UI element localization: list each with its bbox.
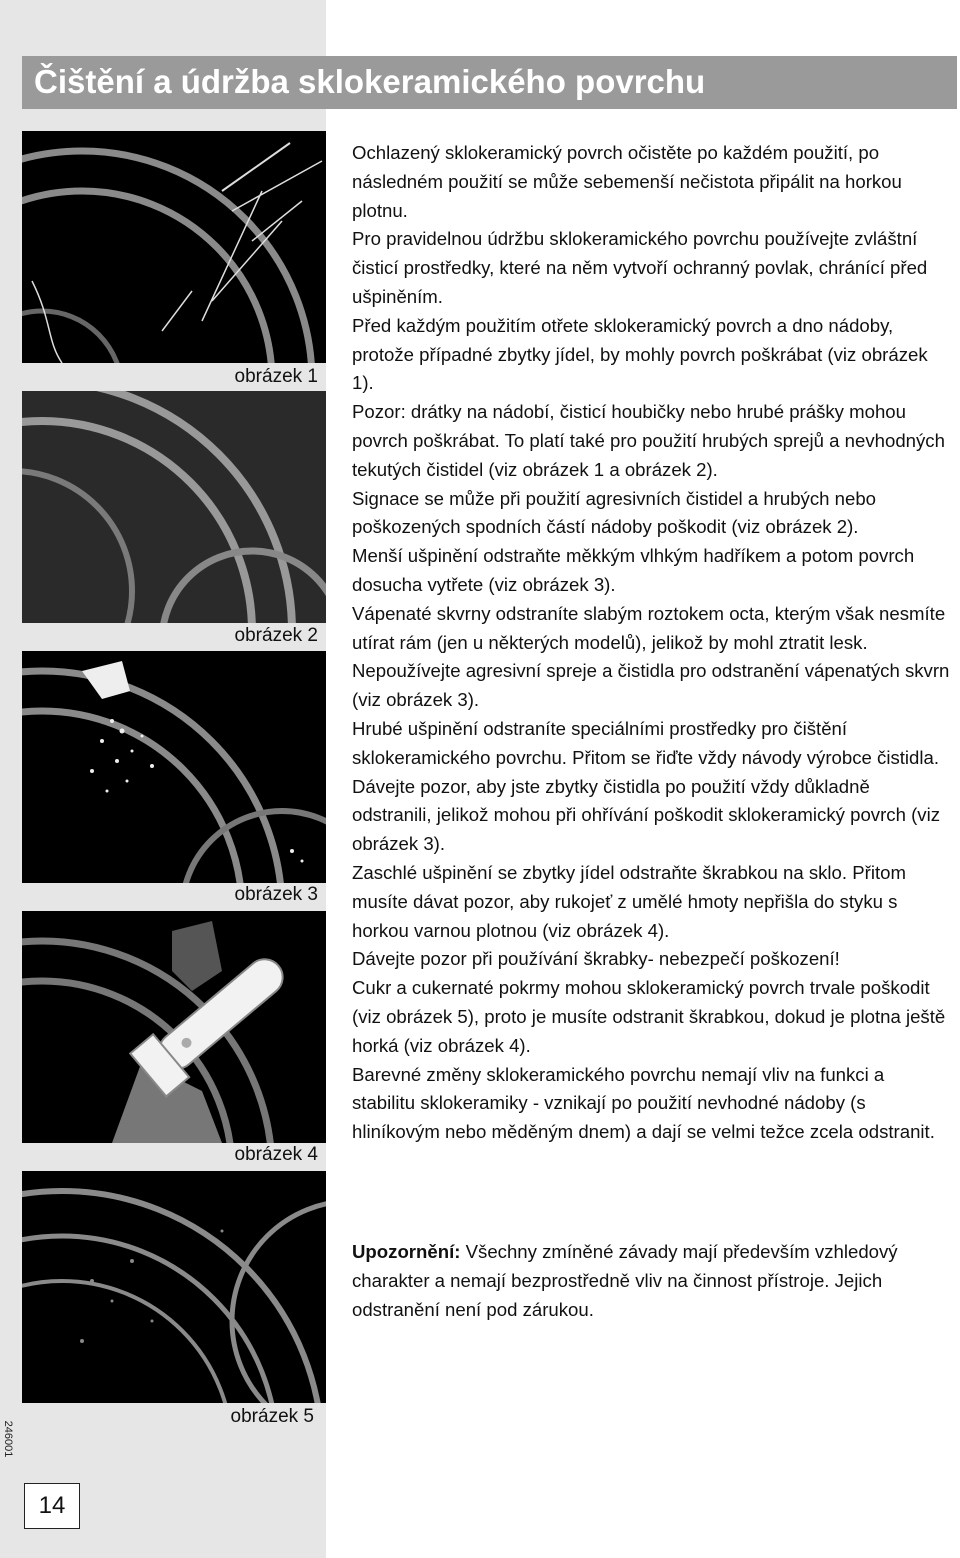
paragraph: Vápenaté skvrny odstraníte slabým roztokem octa, kterým však nesmíte utírat rám (jen u některých modelů), jelikož by mohl ztratit lesk. Nepoužívejte agresivní spreje a čistidla pro odstranění vápenatých skvrn (viz obrázek 3). (352, 602, 950, 711)
paragraph: Dávejte pozor při používání škrabky- nebezpečí poškození! (352, 948, 840, 970)
paragraph: Cukr a cukernaté pokrmy mohou sklokeramický povrch trvale poškodit (viz obrázek 5), proto je musíte odstranit škrabkou, dokud je plotna ještě horká (viz obrázek 4). (352, 977, 946, 1056)
figure-3-image (22, 651, 326, 883)
page-number: 14 (24, 1483, 80, 1529)
figure-4-image (22, 911, 326, 1143)
paragraph: Hrubé ušpinění odstraníte speciálními prostředky pro čištění sklokeramického povrchu. Přitom se řiďte vždy návody výrobce čistidla. (352, 717, 940, 768)
paragraph: Pozor: drátky na nádobí, čisticí houbičky nebo hrubé prášky mohou povrch poškrábat. To platí také pro použití hrubých sprejů a nevhodných tekutých čistidel (viz obrázek 1 a obrázek 2). (352, 401, 945, 480)
page-title: Čištění a údržba sklokeramického povrchu (34, 63, 706, 100)
figure-2-image (22, 391, 326, 623)
notice-label: Upozornění: (352, 1241, 461, 1262)
paragraph: Ochlazený sklokeramický povrch očistěte po každém použití, po následném použití se může sebemenší nečistota připálit na horkou plotnu. (352, 142, 902, 221)
paragraph: Pro pravidelnou údržbu sklokeramického povrchu používejte zvláštní čisticí prostředky, které na něm vytvoří ochranný povlak, chránící před ušpiněním. (352, 228, 928, 307)
figure-2-caption: obrázek 2 (234, 625, 318, 646)
notice-text: Všechny zmíněné závady mají především vzhledový charakter a nemají bezprostředně vliv na činnost přístroje. Jejich odstranění není pod zárukou. (352, 1241, 898, 1320)
document-code: 246001 (2, 1420, 14, 1458)
figure-5-caption: obrázek 5 (230, 1406, 314, 1427)
paragraph: Signace se může při použití agresivních čistidel a hrubých nebo poškozených spodních částí nádoby poškodit (viz obrázek 2). (352, 487, 877, 538)
figure-1-caption: obrázek 1 (234, 366, 318, 387)
figure-5-image (22, 1171, 326, 1403)
paragraph: Před každým použitím otřete sklokeramický povrch a dno nádoby, protože případné zbytky jídel, by mohly povrch poškrábat (viz obrázek 1). (352, 314, 928, 394)
warning-notice (352, 1238, 952, 1324)
paragraph: Zaschlé ušpinění se zbytky jídel odstraňte škrabkou na sklo. Přitom musíte dávat pozor, aby rukojeť z umělé hmoty nepřišla do styku s horkou varnou plotnou (viz obrázek 4). (352, 861, 906, 941)
instructions-text (352, 139, 952, 1147)
paragraph: Menší ušpinění odstraňte měkkým vlhkým hadříkem a potom povrch dosucha vytřete (viz obrázek 3). (352, 545, 915, 595)
title-bar (22, 56, 957, 109)
figure-3-caption: obrázek 3 (234, 884, 318, 905)
figure-4-caption: obrázek 4 (234, 1144, 318, 1165)
figure-1-image (22, 131, 326, 363)
paragraph: Barevné změny sklokeramického povrchu nemají vliv na funkci a stabilitu sklokeramiky - vznikají po použití nevhodné nádoby (s hliníkovým nebo měděným dnem) a dají se velmi težce zcela odstranit. (352, 1063, 935, 1143)
paragraph: Dávejte pozor, aby jste zbytky čistidla po použití vždy důkladně odstranili, jelikož mohou při ohřívání poškodit sklokeramický povrch (viz obrázek 3). (352, 775, 941, 855)
